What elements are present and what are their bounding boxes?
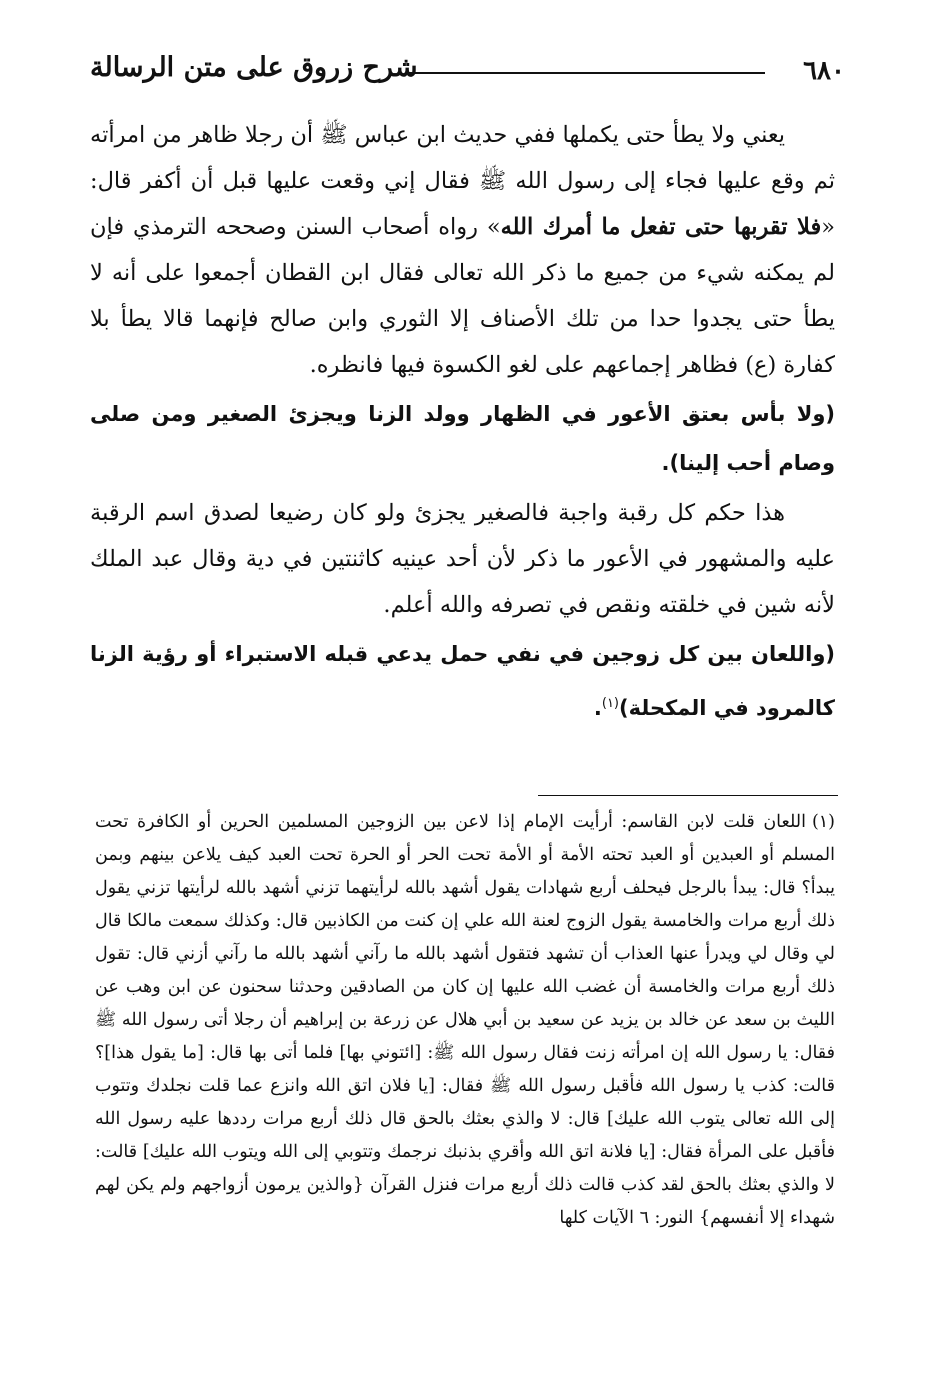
page-number: ٦٨٠ (803, 56, 845, 86)
matn-end: . (593, 696, 602, 720)
header-rule (408, 72, 765, 74)
page-header (90, 50, 845, 98)
commentary-paragraph-2: هذا حكم كل رقبة واجبة فالصغير يجزئ ولو كان رضيعا لصدق اسم الرقبة عليه والمشهور في الأعور ما ذكر لأن أحد عينيه كاثنتين في دية وقال عبد الملك لأنه شين في خلقته ونقص في تصرفه والله أعلم. (90, 500, 835, 618)
footnote-text: اللعان قلت لابن القاسم: أرأيت الإمام إذا لاعن بين الزوجين المسلمين الحرين أو الكافرة تحت المسلم أو العبدين أو العبد تحته الأمة أو الأمة تحت الحر أو الحرة تحت العبد كيف يلاعن بينهم وبمن يبدأ؟ قال: يبدأ بالرجل فيحلف أربع شهادات يقول أشهد بالله لرأيتهما تزني أشهد بالله لرأيتها تزني يقول ذلك أربع مرات والخامسة يقول الزوج لعنة الله علي إن كنت من الكاذبين قال: وكذلك سمعت مالكا قال لي وقال لي ويدرأ عنها العذاب أن تشهد فتقول أشهد بالله ما رآني أشهد بالله ما رآني أزني قال: تقول ذلك أربع مرات والخامسة أن غضب الله عليها إن كان من الصادقين وحدثنا سحنون عن ابن وهب عن الليث بن سعد عن خالد بن يزيد عن سعيد بن أبي هلال عن زرعة بن إبراهيم أن رجلا أتى رسول الله ﷺ فقال: يا رسول الله إن امرأته زنت فقال رسول الله ﷺ: [ائتوني بها] فلما أتى بها قال: [ما يقول هذا]؟ قالت: كذب يا رسول الله فأقبل رسول الله ﷺ فقال: [يا فلان اتق الله وانزع عما قلت نجلدك وتتوب إلى الله تعالى يتوب الله عليك] قال: لا والذي بعثك بالحق قال ذلك أربع مرات رددها عليه رسول الله فأقبل على المرأة فقال: [يا فلانة اتق الله وأقري بذنبك نرجمك وتتوبي إلى الله ويتوب الله عليك] قالت: لا والذي بعثك بالحق لقد كذب قالت ذلك أربع مرات فنزل القرآن {والذين يرمون أزواجهم ولم يكن لهم شهداء إلا أنفسهم} النور: ٦ الآيات كلها (95, 812, 835, 1228)
matn-paragraph-2 (90, 630, 835, 733)
hadith-quote: فلا تقربها حتى تفعل ما أمرك الله (500, 214, 822, 240)
commentary-text: يعني ولا يطأ حتى يكملها ففي حديث ابن عباس ﷺ أن رجلا ظاهر من امرأته ثم وقع عليها فجاء إلى رسول الله ﷺ فقال إني وقعت عليها قبل أن أكفر قال: « (90, 122, 835, 240)
matn-text: (واللعان بين كل زوجين في نفي حمل يدعي قبله الاستبراء أو رؤية الزنا كالمرود في المكحلة) (90, 642, 835, 720)
footnote (95, 806, 835, 1235)
commentary-text: » رواه أصحاب السنن وصححه الترمذي فإن لم يمكنه شيء من جميع ما ذكر الله تعالى فقال ابن القطان أجمعوا على أنه لا يطأ حتى يجدوا حدا من تلك الأصناف إلا الثوري وابن صالح فإنهما قالا يطأ بلا كفارة (ع) فظاهر إجماعهم على لغو الكسوة فيها فانظره. (90, 214, 835, 378)
main-text (90, 112, 835, 735)
footnote-marker: (١) (811, 812, 835, 832)
book-title: شرح زروق على متن الرسالة (90, 52, 418, 83)
matn-paragraph-1: (ولا بأس بعتق الأعور في الظهار وولد الزنا ويجزئ الصغير ومن صلى وصام أحب إلينا). (90, 402, 835, 475)
commentary-paragraph-1 (90, 112, 835, 388)
footnote-separator (538, 795, 838, 796)
footnote-reference[interactable]: (١) (601, 696, 619, 711)
